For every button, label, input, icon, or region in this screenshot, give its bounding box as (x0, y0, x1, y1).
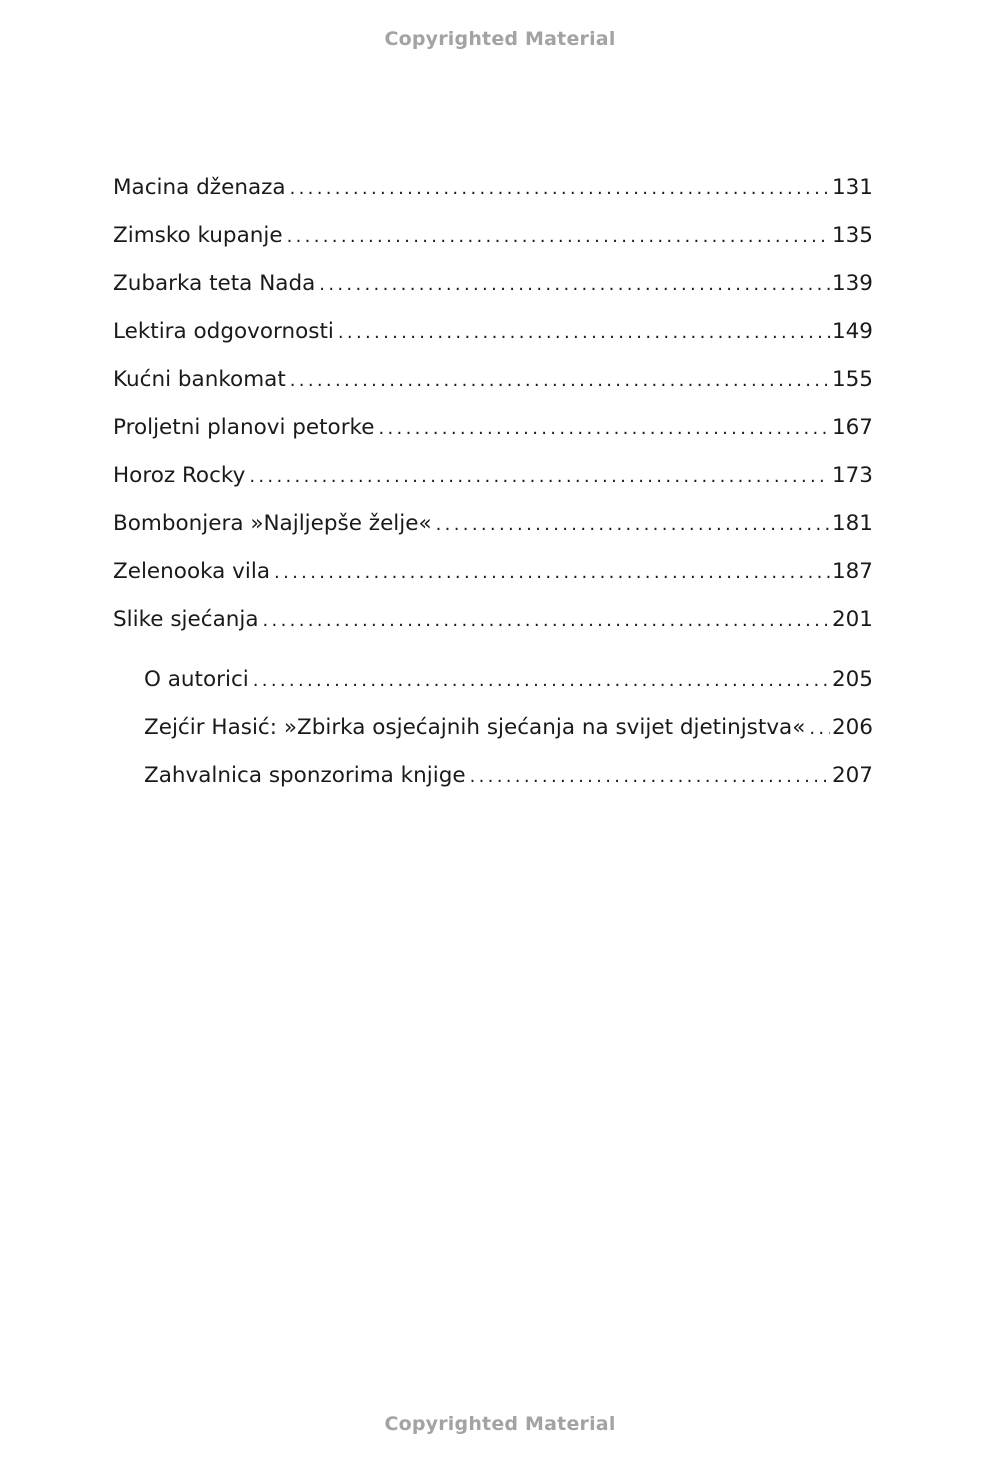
toc-entry[interactable] (113, 602, 873, 650)
copyright-watermark-bottom: Copyrighted Material (384, 1413, 616, 1435)
toc-leader-dots (274, 555, 830, 591)
toc-entry-title: Zahvalnica sponzorima knjige (144, 763, 466, 788)
toc-entry-page: 135 (831, 223, 873, 248)
toc-entry[interactable] (113, 362, 873, 410)
toc-entry-title: Horoz Rocky (113, 463, 246, 488)
toc-entry-title: O autorici (144, 667, 249, 692)
toc-entry[interactable] (113, 218, 873, 266)
toc-entry[interactable] (113, 410, 873, 458)
toc-section-gap (113, 650, 873, 662)
toc-leader-dots (290, 363, 830, 399)
toc-entry-page: 131 (831, 175, 873, 200)
toc-leader-dots (436, 507, 830, 543)
toc-leader-dots (319, 267, 830, 303)
toc-entry[interactable] (113, 170, 873, 218)
toc-leader-dots (470, 759, 830, 795)
toc-entry-title: Proljetni planovi petorke (113, 415, 375, 440)
table-of-contents (113, 170, 873, 806)
toc-leader-dots (253, 663, 830, 699)
toc-entry-title: Zimsko kupanje (113, 223, 283, 248)
toc-entry-page: 139 (831, 271, 873, 296)
toc-entry-title: Zubarka teta Nada (113, 271, 316, 296)
toc-leader-dots (287, 219, 830, 255)
toc-entry-title: Kućni bankomat (113, 367, 286, 392)
toc-entry-page: 205 (831, 667, 873, 692)
toc-entry-page: 167 (831, 415, 873, 440)
toc-leader-dots (263, 603, 830, 639)
toc-entry[interactable] (113, 506, 873, 554)
toc-entry-title: Lektira odgovornosti (113, 319, 334, 344)
toc-entry-title: Bombonjera »Najljepše želje« (113, 511, 432, 536)
toc-entry[interactable] (113, 554, 873, 602)
toc-entry-page: 155 (831, 367, 873, 392)
toc-entry-page: 187 (831, 559, 873, 584)
copyright-watermark-top: Copyrighted Material (384, 28, 616, 50)
toc-leader-dots (338, 315, 830, 351)
toc-entry-page: 207 (831, 763, 873, 788)
toc-entry-title: Macina dženaza (113, 175, 286, 200)
toc-appendix-entry[interactable] (113, 710, 873, 758)
toc-entry-title: Zelenooka vila (113, 559, 271, 584)
toc-entry[interactable] (113, 266, 873, 314)
toc-entry[interactable] (113, 314, 873, 362)
toc-leader-dots (249, 459, 830, 495)
toc-entry-page: 181 (831, 511, 873, 536)
toc-appendix-entry[interactable] (113, 662, 873, 710)
toc-entry[interactable] (113, 458, 873, 506)
toc-entry-page: 206 (831, 715, 873, 740)
toc-entry-title: Zejćir Hasić: »Zbirka osjećajnih sjećanja na svijet djetinjstva« (144, 715, 806, 740)
toc-leader-dots (290, 171, 830, 207)
toc-leader-dots (809, 711, 830, 747)
toc-entry-title: Slike sjećanja (113, 607, 259, 632)
toc-appendix-entry[interactable] (113, 758, 873, 806)
toc-entry-page: 173 (831, 463, 873, 488)
toc-leader-dots (378, 411, 829, 447)
toc-entry-page: 149 (831, 319, 873, 344)
toc-entry-page: 201 (831, 607, 873, 632)
